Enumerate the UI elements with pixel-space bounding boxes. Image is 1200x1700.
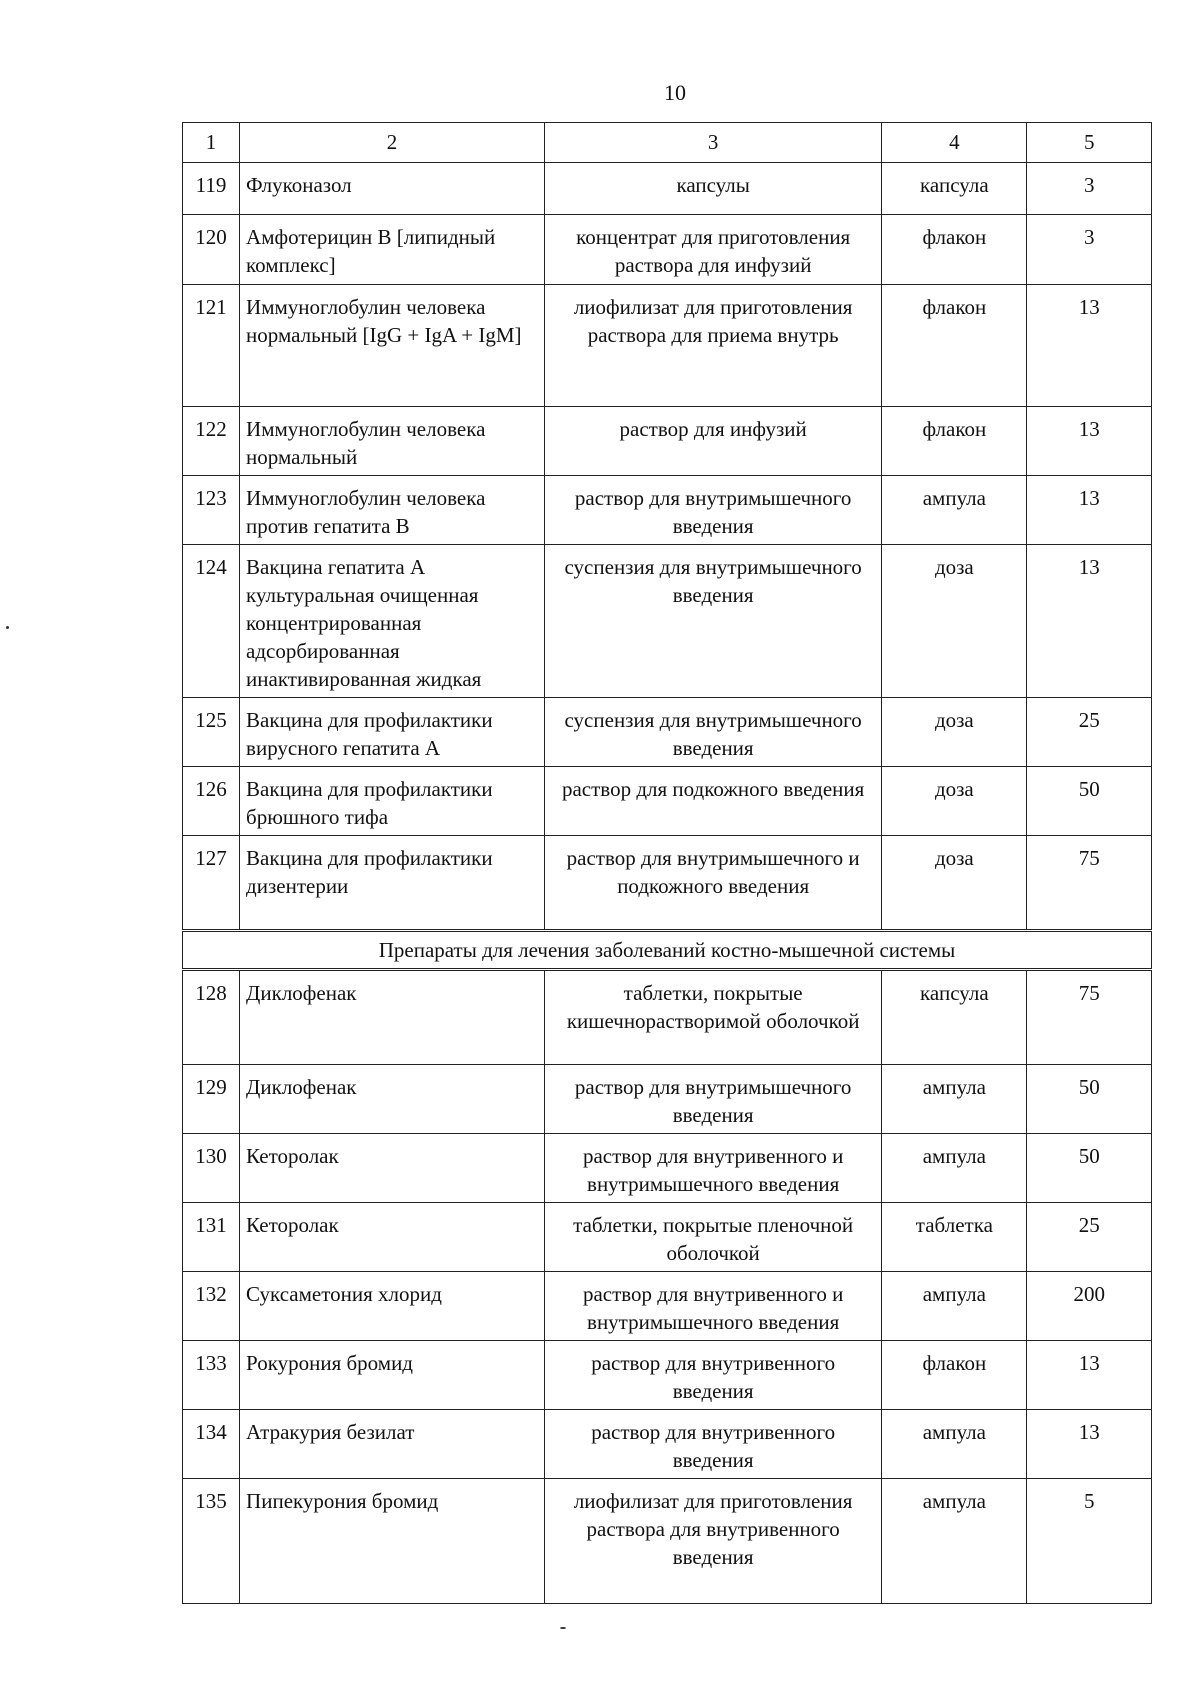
quantity-cell: 50 [1027,767,1152,836]
quantity-cell: 13 [1027,476,1152,545]
unit-cell: флакон [882,215,1027,285]
dosage-form-cell: концентрат для приготовления раствора для инфузий [545,215,882,285]
row-number-cell: 133 [183,1341,240,1410]
quantity-cell: 3 [1027,163,1152,215]
table-row [183,970,1152,1065]
unit-cell: флакон [882,285,1027,407]
row-number-cell: 129 [183,1065,240,1134]
quantity-cell: 5 [1027,1479,1152,1604]
dosage-form-cell: таблетки, покрытые пленочной оболочкой [545,1203,882,1272]
table-row [183,1134,1152,1203]
table-row [183,285,1152,407]
unit-cell: доза [882,836,1027,931]
table-row [183,1479,1152,1604]
unit-cell: ампула [882,1479,1027,1604]
drug-table [182,122,1152,1604]
table-row [183,1410,1152,1479]
drug-name-cell: Атракурия безилат [240,1410,545,1479]
row-number-cell: 131 [183,1203,240,1272]
row-number-cell: 119 [183,163,240,215]
section-row [183,931,1152,970]
quantity-cell: 75 [1027,836,1152,931]
unit-cell: таблетка [882,1203,1027,1272]
row-number-cell: 132 [183,1272,240,1341]
dosage-form-cell: суспензия для внутримышечного введения [545,698,882,767]
row-number-cell: 122 [183,407,240,476]
drug-name-cell: Иммуноглобулин человека нормальный [240,407,545,476]
dosage-form-cell: лиофилизат для приготовления раствора для внутривенного введения [545,1479,882,1604]
quantity-cell: 50 [1027,1134,1152,1203]
table-row [183,163,1152,215]
unit-cell: капсула [882,163,1027,215]
table-row [183,476,1152,545]
unit-cell: ампула [882,1272,1027,1341]
drug-name-cell: Диклофенак [240,1065,545,1134]
row-number-cell: 127 [183,836,240,931]
drug-name-cell: Вакцина гепатита А культуральная очищенная концентрированная адсорбированная инактивированная жидкая [240,545,545,698]
dosage-form-cell: раствор для внутримышечного введения [545,1065,882,1134]
unit-cell: ампула [882,1410,1027,1479]
header-row [183,123,1152,163]
drug-name-cell: Флуконазол [240,163,545,215]
unit-cell: флакон [882,407,1027,476]
row-number-cell: 126 [183,767,240,836]
quantity-cell: 25 [1027,698,1152,767]
row-number-cell: 123 [183,476,240,545]
row-number-cell: 130 [183,1134,240,1203]
unit-cell: капсула [882,970,1027,1065]
drug-name-cell: Диклофенак [240,970,545,1065]
table-row [183,407,1152,476]
unit-cell: ампула [882,1134,1027,1203]
drug-name-cell: Иммуноглобулин человека нормальный [IgG + IgA + IgM] [240,285,545,407]
dosage-form-cell: раствор для внутримышечного и подкожного введения [545,836,882,931]
dosage-form-cell: раствор для внутривенного и внутримышечного введения [545,1272,882,1341]
dosage-form-cell: раствор для внутривенного введения [545,1410,882,1479]
table-row [183,1272,1152,1341]
table-row [183,698,1152,767]
quantity-cell: 13 [1027,285,1152,407]
header-cell-4: 4 [882,123,1027,163]
drug-name-cell: Пипекурония бромид [240,1479,545,1604]
drug-name-cell: Вакцина для профилактики брюшного тифа [240,767,545,836]
dosage-form-cell: раствор для подкожного введения [545,767,882,836]
dosage-form-cell: раствор для внутривенного и внутримышечного введения [545,1134,882,1203]
drug-name-cell: Иммуноглобулин человека против гепатита В [240,476,545,545]
quantity-cell: 200 [1027,1272,1152,1341]
dosage-form-cell: капсулы [545,163,882,215]
dosage-form-cell: раствор для внутримышечного введения [545,476,882,545]
quantity-cell: 75 [1027,970,1152,1065]
unit-cell: доза [882,545,1027,698]
header-cell-2: 2 [240,123,545,163]
unit-cell: ампула [882,1065,1027,1134]
row-number-cell: 121 [183,285,240,407]
unit-cell: доза [882,767,1027,836]
quantity-cell: 13 [1027,1410,1152,1479]
drug-name-cell: Вакцина для профилактики дизентерии [240,836,545,931]
row-number-cell: 120 [183,215,240,285]
drug-name-cell: Вакцина для профилактики вирусного гепатита А [240,698,545,767]
unit-cell: флакон [882,1341,1027,1410]
drug-name-cell: Рокурония бромид [240,1341,545,1410]
quantity-cell: 13 [1027,407,1152,476]
quantity-cell: 50 [1027,1065,1152,1134]
section-title: Препараты для лечения заболеваний костно-мышечной системы [183,931,1152,970]
table-row [183,545,1152,698]
row-number-cell: 128 [183,970,240,1065]
drug-name-cell: Суксаметония хлорид [240,1272,545,1341]
table-row [183,767,1152,836]
dosage-form-cell: таблетки, покрытые кишечнорастворимой оболочкой [545,970,882,1065]
drug-name-cell: Амфотерицин В [липидный комплекс] [240,215,545,285]
dosage-form-cell: раствор для инфузий [545,407,882,476]
row-number-cell: 125 [183,698,240,767]
table-row [183,1203,1152,1272]
row-number-cell: 124 [183,545,240,698]
quantity-cell: 25 [1027,1203,1152,1272]
header-cell-3: 3 [545,123,882,163]
quantity-cell: 13 [1027,1341,1152,1410]
scan-speck [560,1627,566,1629]
row-number-cell: 135 [183,1479,240,1604]
dosage-form-cell: лиофилизат для приготовления раствора для приема внутрь [545,285,882,407]
header-cell-1: 1 [183,123,240,163]
unit-cell: ампула [882,476,1027,545]
page-number: 10 [664,80,686,105]
quantity-cell: 13 [1027,545,1152,698]
table-row [183,836,1152,931]
dosage-form-cell: суспензия для внутримышечного введения [545,545,882,698]
dosage-form-cell: раствор для внутривенного введения [545,1341,882,1410]
drug-name-cell: Кеторолак [240,1203,545,1272]
drug-name-cell: Кеторолак [240,1134,545,1203]
table-row [183,1065,1152,1134]
unit-cell: доза [882,698,1027,767]
table-row [183,1341,1152,1410]
header-cell-5: 5 [1027,123,1152,163]
row-number-cell: 134 [183,1410,240,1479]
scan-speck [6,626,9,629]
table-row [183,215,1152,285]
quantity-cell: 3 [1027,215,1152,285]
